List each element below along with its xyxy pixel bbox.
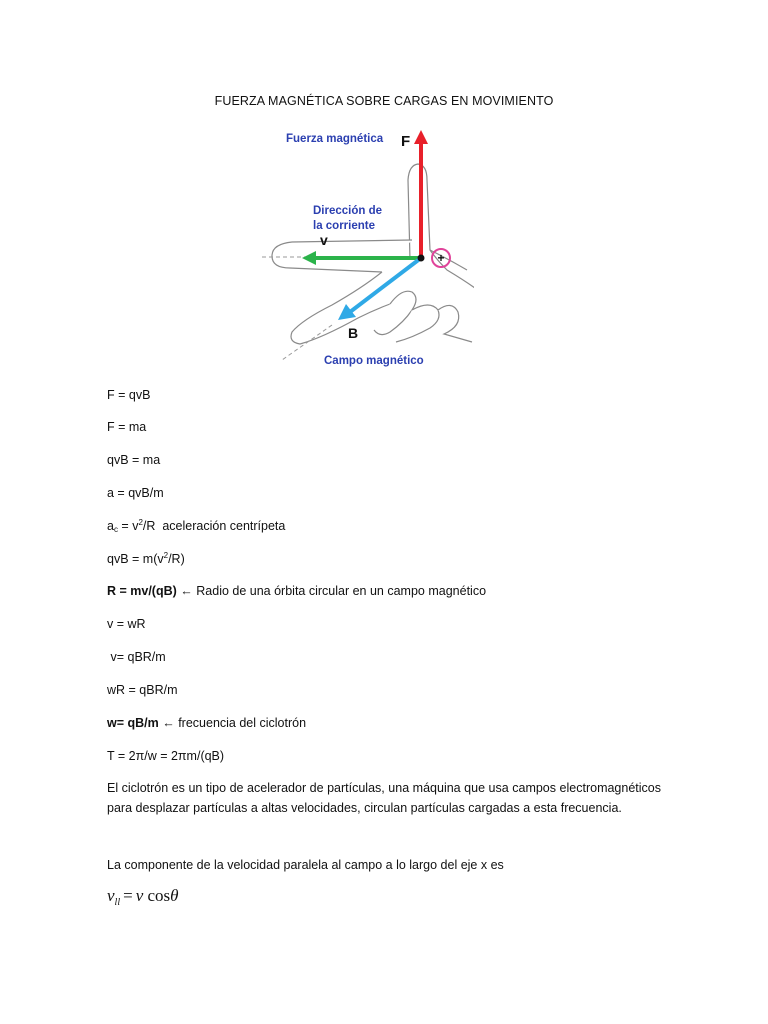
equation-3: qvB = ma bbox=[107, 453, 161, 467]
formula-cos: cos bbox=[147, 886, 171, 905]
equation-5 bbox=[107, 518, 285, 534]
eq6-a: qvB = m(v bbox=[107, 552, 164, 566]
eq11-arrow: ← bbox=[162, 716, 175, 730]
axis-dash-lines bbox=[262, 257, 332, 360]
right-hand-rule-figure bbox=[262, 120, 474, 370]
right-hand-rule-illustration bbox=[262, 120, 474, 370]
equation-9: v= qBR/m bbox=[107, 650, 166, 664]
formula-v2: v bbox=[135, 886, 144, 905]
direction-label-line2: la corriente bbox=[313, 220, 375, 232]
eq6-sup: 2 bbox=[163, 551, 169, 560]
eq5-sup: 2 bbox=[138, 518, 143, 527]
paragraph-cyclotron: El ciclotrón es un tipo de acelerador de partículas, una máquina que usa campos electromagnéticos para desplazar partículas a altas velocidades, circulan partículas cargadas a esta frecuencia. bbox=[107, 781, 661, 815]
page-title: FUERZA MAGNÉTICA SOBRE CARGAS EN MOVIMIENTO bbox=[214, 94, 554, 108]
eq7-arrow: ← bbox=[180, 584, 193, 598]
field-letter: B bbox=[348, 325, 359, 341]
eq5-note: aceleración centrípeta bbox=[162, 519, 286, 533]
eq5-mid: = v bbox=[117, 519, 139, 533]
eq11-bold: w= qB/m bbox=[107, 716, 159, 730]
equation-1: F = qvB bbox=[107, 388, 151, 402]
eq7-bold: R = mv/(qB) bbox=[107, 584, 177, 598]
equation-2: F = ma bbox=[107, 420, 147, 434]
equation-4: a = qvB/m bbox=[107, 486, 164, 500]
force-letter: F bbox=[401, 133, 411, 150]
equation-12: T = 2π/w = 2πm/(qB) bbox=[107, 749, 225, 763]
parallel-velocity-formula bbox=[107, 886, 179, 908]
paragraph-velocity-component: La componente de la velocidad paralela al campo a lo largo del eje x es bbox=[107, 858, 504, 872]
eq6-end: /R) bbox=[168, 552, 185, 566]
eq7-text: Radio de una órbita circular en un campo magnético bbox=[192, 584, 487, 598]
eq5-end: /R bbox=[142, 519, 156, 533]
formula-v: v bbox=[107, 886, 115, 905]
force-label: Fuerza magnética bbox=[286, 133, 384, 145]
equation-11 bbox=[107, 716, 306, 730]
equation-6 bbox=[107, 551, 185, 566]
origin-dot bbox=[418, 255, 425, 262]
equation-8: v = wR bbox=[107, 617, 146, 631]
charge-sign: + bbox=[437, 251, 445, 265]
formula-theta: θ bbox=[170, 886, 179, 905]
field-label: Campo magnético bbox=[324, 355, 424, 367]
formula-sub: ll bbox=[114, 897, 121, 908]
velocity-letter: v bbox=[320, 232, 328, 248]
eq5-a: a bbox=[107, 519, 114, 533]
eq11-text: frecuencia del ciclotrón bbox=[174, 716, 307, 730]
direction-label-line1: Dirección de bbox=[313, 205, 383, 217]
formula-eq: = bbox=[123, 886, 133, 905]
eq5-sub: c bbox=[113, 525, 118, 534]
equation-7 bbox=[107, 584, 486, 598]
equation-10: wR = qBR/m bbox=[107, 683, 178, 697]
